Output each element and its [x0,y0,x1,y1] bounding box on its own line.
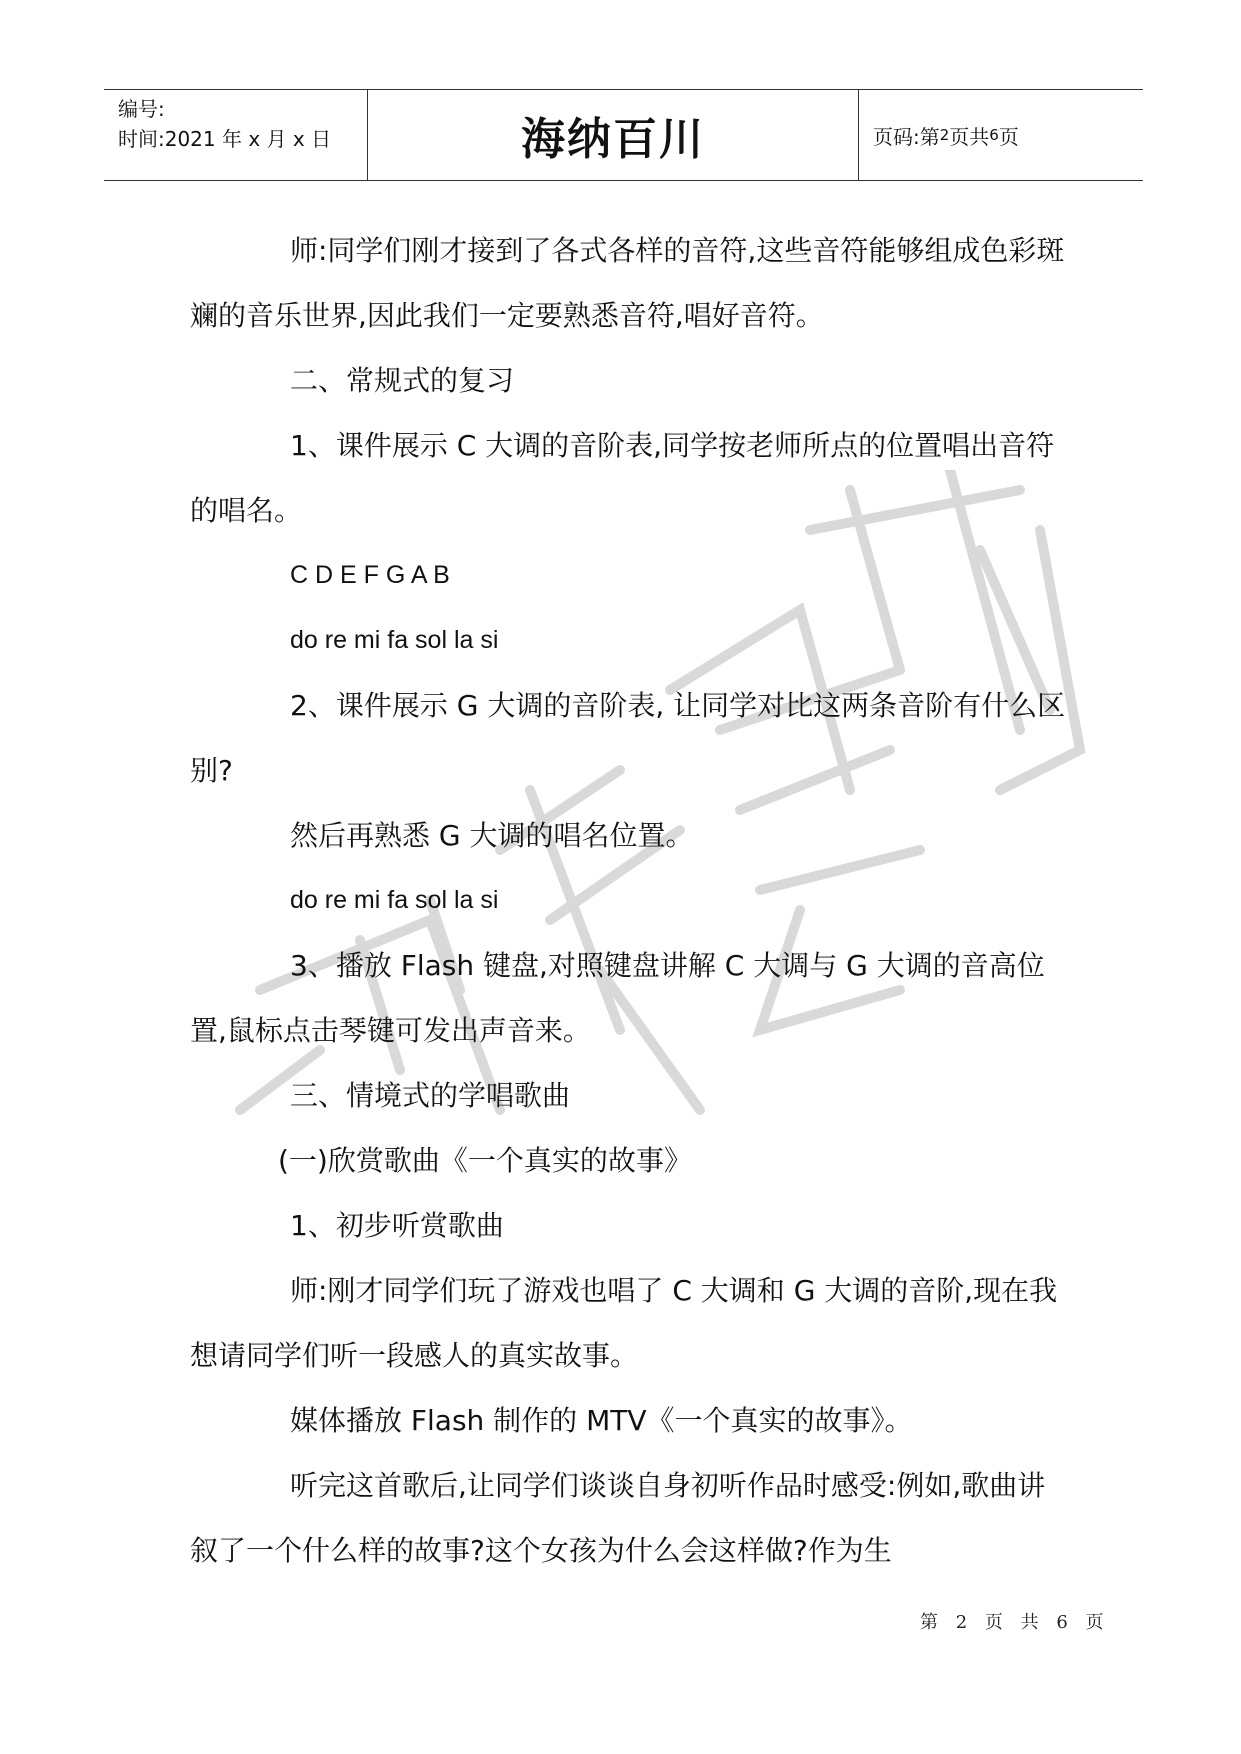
header-title-cell [368,90,859,180]
section-heading: 三、情境式的学唱歌曲 [290,1079,571,1112]
document-body [190,218,1070,1583]
document-header [104,89,1143,181]
paragraph: 听完这首歌后,让同学们谈谈自身初听作品时感受:例如,歌曲讲叙了一个什么样的故事?这个女孩为什么会这样做?作为生 [190,1469,1046,1567]
paragraph: 然后再熟悉 G 大调的唱名位置。 [290,819,694,852]
paragraph: 1、初步听赏歌曲 [290,1209,504,1242]
paragraph: 2、课件展示 G 大调的音阶表, 让同学对比这两条音阶有什么区别? [190,689,1066,787]
section-heading: 二、常规式的复习 [290,364,515,397]
header-info-cell [104,90,368,180]
paragraph: 3、播放 Flash 键盘,对照键盘讲解 C 大调与 G 大调的音高位置,鼠标点击琴键可发出声音来。 [190,949,1045,1047]
paragraph: 1、课件展示 C 大调的音阶表,同学按老师所点的位置唱出音符的唱名。 [190,429,1055,527]
time-label: 时间:2021 年 x 月 x 日 [118,127,332,151]
document-title: 海纳百川 [521,114,705,165]
page-suffix: 页 [998,124,1019,149]
page-total: 6 [989,126,999,144]
scale-letters: C D E F G A B [290,561,450,589]
subsection-heading: (一)欣赏歌曲《一个真实的故事》 [278,1144,692,1177]
paragraph: 媒体播放 Flash 制作的 MTV《一个真实的故事》。 [290,1404,913,1437]
page-prefix: 页码:第 [873,124,940,149]
page-middle: 页共 [949,124,990,149]
header-page-cell [859,90,1143,180]
page-footer: 第 2 页 共 6 页 [920,1612,1110,1633]
solfege-line: do re mi fa sol la si [290,626,499,654]
paragraph: 师:同学们刚才接到了各式各样的音符,这些音符能够组成色彩斑斓的音乐世界,因此我们一定要熟悉音符,唱好音符。 [190,234,1065,332]
solfege-line: do re mi fa sol la si [290,886,499,914]
code-label: 编号: [118,97,165,121]
paragraph: 师:刚才同学们玩了游戏也唱了 C 大调和 G 大调的音阶,现在我想请同学们听一段感人的真实故事。 [190,1274,1058,1372]
page-current: 2 [939,126,950,144]
